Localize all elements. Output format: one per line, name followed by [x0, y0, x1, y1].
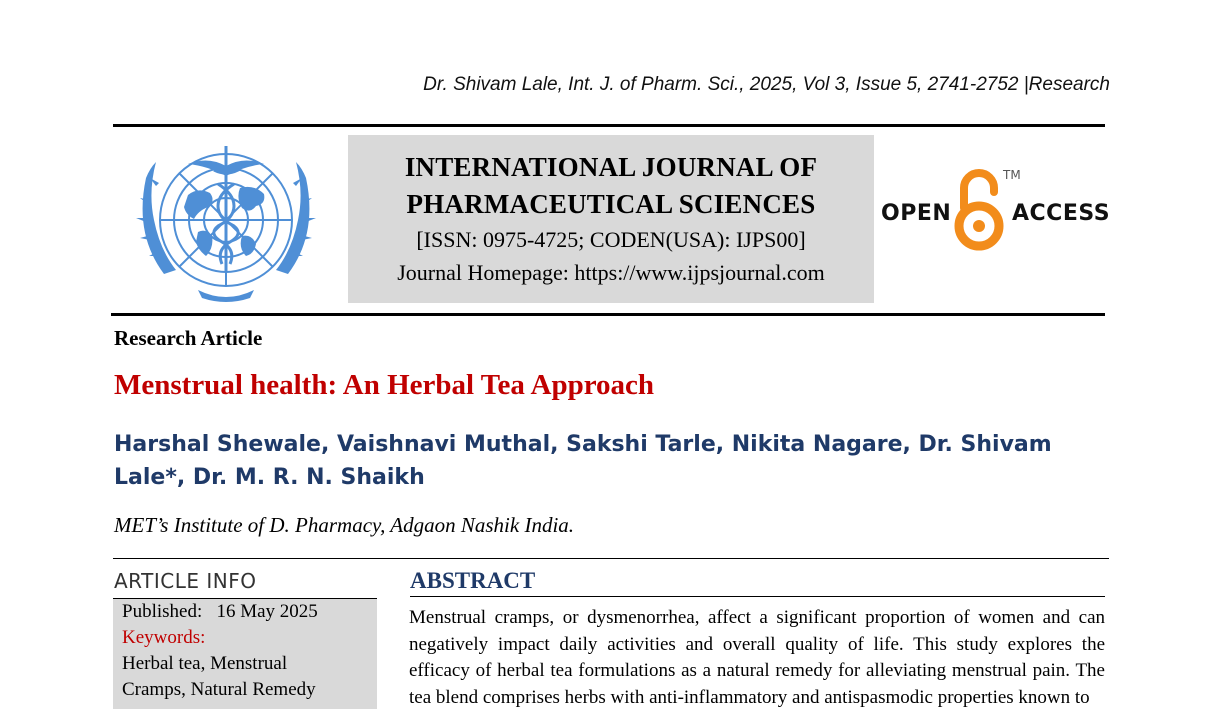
keywords-label: Keywords: [122, 627, 206, 648]
un-emblem-logo [128, 140, 324, 306]
published-row [113, 599, 377, 625]
published-date: 16 May 2025 [216, 601, 318, 622]
article-type-label: Research Article [114, 326, 263, 350]
header-rule-bottom [111, 313, 1105, 316]
abstract-body: Menstrual cramps, or dysmenorrhea, affect a significant proportion of women and can negatively impact daily activities and overall quality of life. This study explores the efficacy of herbal tea formulations as a natural remedy for alleviating menstrual pain. The tea blend comprises herbs with anti-inflammatory and antispasmodic properties known to [409, 607, 1105, 708]
article-info-panel [113, 598, 377, 709]
journal-name-line-1: INTERNATIONAL JOURNAL OF [404, 152, 818, 182]
journal-name-line-2: PHARMACEUTICAL SCIENCES [406, 189, 816, 219]
journal-masthead [348, 135, 874, 303]
author-list: Harshal Shewale, Vaishnavi Muthal, Sakshi Tarle, Nikita Nagare, Dr. Shivam Lale*, Dr. M. R. N. Shaikh [114, 432, 1052, 490]
abstract-heading: ABSTRACT [410, 568, 1105, 597]
open-lock-icon [954, 166, 1004, 252]
running-header-citation: Dr. Shivam Lale, Int. J. of Pharm. Sci., 2025, Vol 3, Issue 5, 2741-2752 |Research [423, 74, 1110, 95]
trademark-symbol: TM [1003, 168, 1021, 182]
article-info-heading: ARTICLE INFO [114, 569, 257, 593]
open-access-access-text: ACCESS [1012, 201, 1111, 226]
header-rule-top [113, 124, 1105, 127]
published-label: Published: [122, 601, 203, 622]
journal-homepage[interactable]: Journal Homepage: https://www.ijpsjournal.com [397, 260, 825, 285]
section-divider [113, 558, 1109, 559]
author-affiliation: MET’s Institute of D. Pharmacy, Adgaon Nashik India. [114, 513, 575, 537]
journal-issn: [ISSN: 0975-4725; CODEN(USA): IJPS00] [416, 227, 806, 252]
keywords-line-2: Cramps, Natural Remedy [122, 679, 316, 700]
open-access-logo [880, 164, 1110, 256]
open-access-open-text: OPEN [881, 201, 952, 226]
article-title: Menstrual health: An Herbal Tea Approach [114, 369, 655, 401]
keywords-line-1: Herbal tea, Menstrual [122, 653, 288, 674]
